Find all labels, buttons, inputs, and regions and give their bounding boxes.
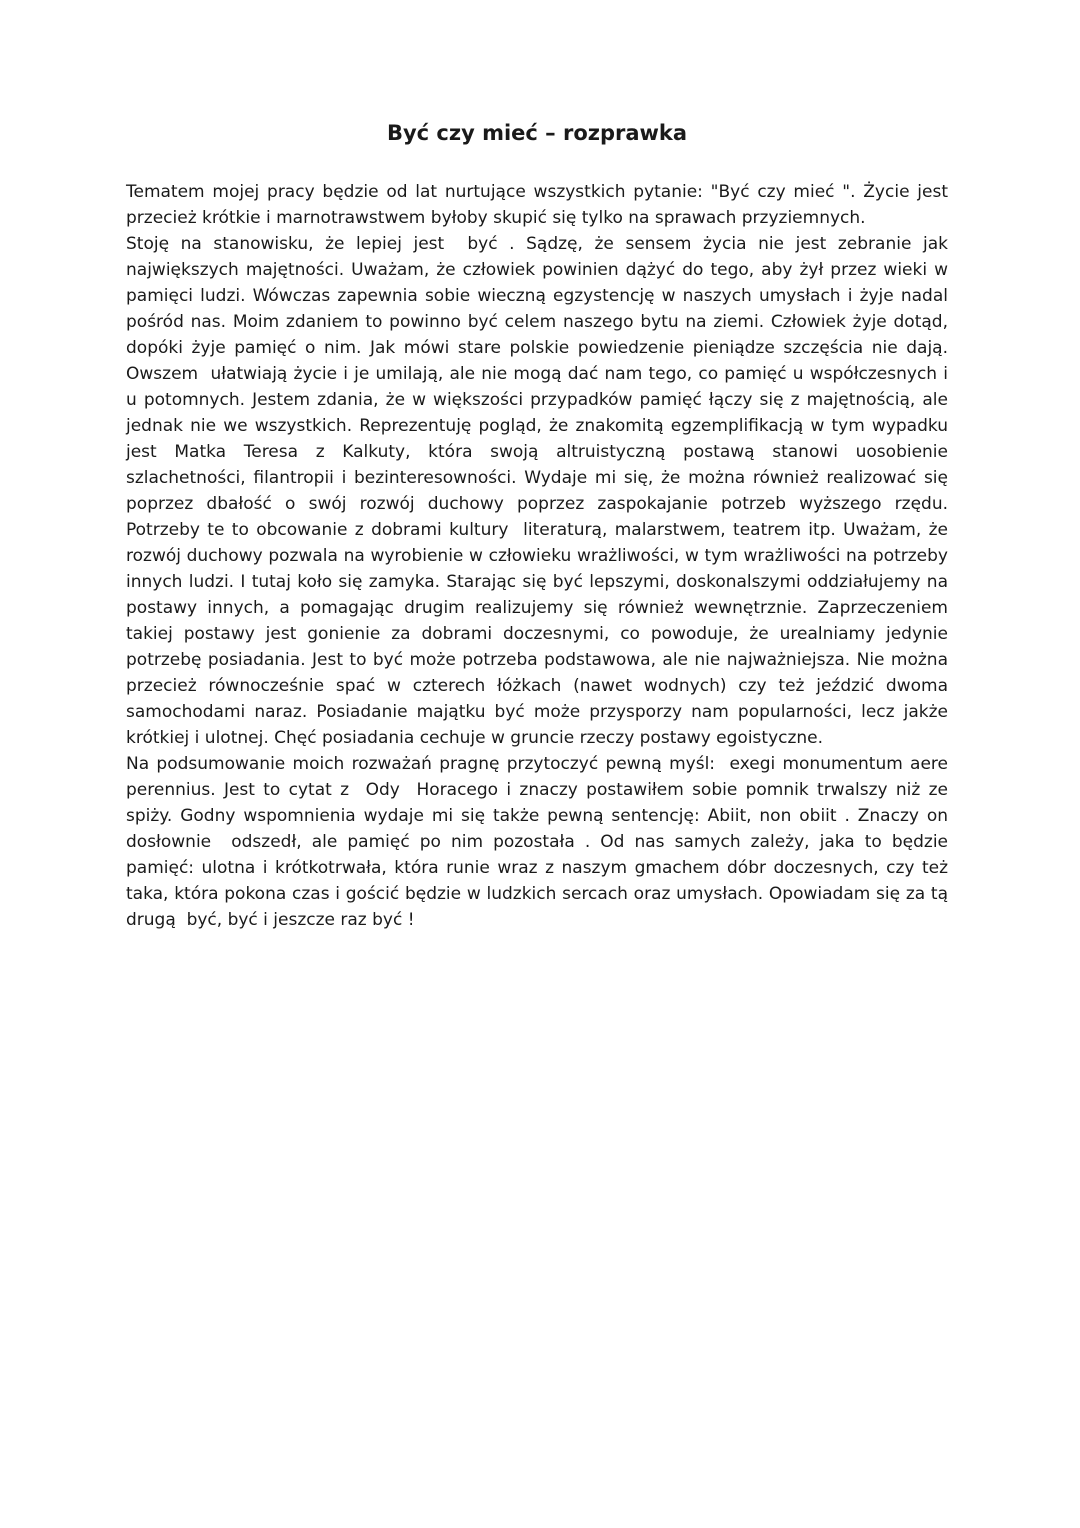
essay-title: Być czy mieć – rozprawka	[386, 121, 688, 145]
essay-paragraph: Tematem mojej pracy będzie od lat nurtujące wszystkich pytanie: "Być czy mieć ". Życie jest przecież krótkie i marnotrawstwem byłoby skupić się tylko na sprawach przyziemnych.	[126, 182, 954, 228]
essay-paragraph: Na podsumowanie moich rozważań pragnę przytoczyć pewną myśl: exegi monumentum aere perennius. Jest to cytat z Ody Horacego i znaczy postawiłem sobie pomnik trwalszy niż ze spiży. Godny wspomnienia wydaje mi się także pewną sentencję: Abiit, non obiit . Znaczy on dosłownie odszedł, ale pamięć po nim pozostała . Od nas samych zależy, jaka to będzie pamięć: ulotna i krótkotrwała, która runie wraz z naszym gmachem dóbr doczesnych, czy też taka, która pokona czas i gościć będzie w ludzkich sercach oraz umysłach. Opowiadam się za tą drugą być, być i jeszcze raz być !	[126, 754, 954, 930]
essay-paragraph: Stoję na stanowisku, że lepiej jest być . Sądzę, że sensem życia nie jest zebranie jak największych majętności. Uważam, że człowiek powinien dążyć do tego, aby żył przez wieki w pamięci ludzi. Wówczas zapewnia sobie wieczną egzystencję w naszych umysłach i żyje nadal pośród nas. Moim zdaniem to powinno być celem naszego bytu na ziemi. Człowiek żyje dotąd, dopóki żyje pamięć o nim. Jak mówi stare polskie powiedzenie pieniądze szczęścia nie dają. Owszem ułatwiają życie i je umilają, ale nie mogą dać nam tego, co pamięć u współczesnych i u potomnych. Jestem zdania, że w większości przypadków pamięć łączy się z majętnością, ale jednak nie we wszystkich. Reprezentuję pogląd, że znakomitą egzemplifikacją w tym wypadku jest Matka Teresa z Kalkuty, która swoją altruistyczną postawą stanowi uosobienie szlachetności, filantropii i bezinteresowności. Wydaje mi się, że można również realizować się poprzez dbałość o swój rozwój duchowy poprzez zaspokajanie potrzeb wyższego rzędu. Potrzeby te to obcowanie z dobrami kultury literaturą, malarstwem, teatrem itp. Uważam, że rozwój duchowy pozwala na wyrobienie w człowieku wrażliwości, w tym wrażliwości na potrzeby innych ludzi. I tutaj koło się zamyka. Starając się być lepszymi, doskonalszymi oddziałujemy na postawy innych, a pomagając drugim realizujemy się również wewnętrznie. Zaprzeczeniem takiej postawy jest gonienie za dobrami doczesnymi, co powoduje, że urealniamy jedynie potrzebę posiadania. Jest to być może potrzeba podstawowa, ale nie najważniejsza. Nie można przecież równocześnie spać w czterech łóżkach (nawet wodnych) czy też jeździć dwoma samochodami naraz. Posiadanie majątku być może przysporzy nam popularności, lecz jakże krótkiej i ulotnej. Chęć posiadania cechuje w gruncie rzeczy postawy egoistyczne.	[126, 234, 954, 748]
essay-body	[126, 179, 954, 933]
